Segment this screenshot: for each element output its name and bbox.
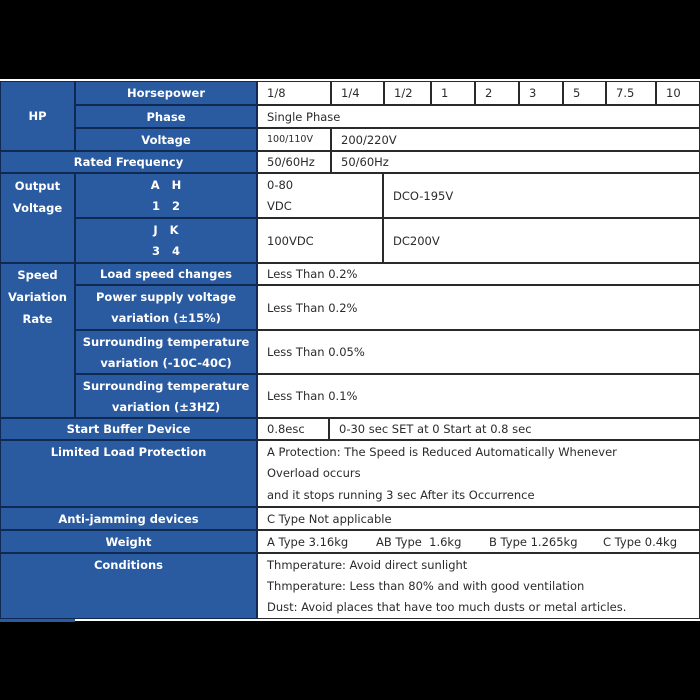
output-jk-line2: 3 4	[151, 244, 180, 259]
surrounding-temp-value: Less Than 0.05%	[257, 330, 700, 374]
power-supply-value: Less Than 0.2%	[257, 285, 700, 330]
surrounding-hz-label	[75, 374, 257, 418]
surrounding-temp-label-line1: Surrounding temperature	[82, 334, 250, 349]
load-speed-value: Less Than 0.2%	[257, 263, 700, 285]
output-jk-line1: J K	[153, 222, 179, 237]
hp-value-1-4: 1/4	[331, 81, 384, 105]
rated-frequency-value-1: 50/60Hz	[257, 151, 331, 173]
weight-c-type: C Type 0.4kg	[603, 534, 678, 549]
phase-label: Phase	[75, 105, 257, 128]
bottom-accent-bar	[0, 619, 75, 622]
output-ah-value-line1: 0-80	[267, 177, 294, 192]
anti-jamming-label: Anti-jamming devices	[0, 507, 257, 530]
hp-value-3: 3	[519, 81, 563, 105]
hp-value-1: 1	[431, 81, 475, 105]
limited-load-line3: and it stops running 3 sec After its Occurrence	[267, 488, 535, 503]
hp-value-10: 10	[656, 81, 700, 105]
speed-variation-line3: Rate	[22, 312, 53, 326]
limited-load-line1: A Protection: The Speed is Reduced Automatically Whenever	[267, 444, 617, 459]
voltage-value-low: 100/110V	[257, 128, 331, 151]
output-ah-value-line2: VDC	[267, 199, 292, 214]
surrounding-temp-label	[75, 330, 257, 374]
start-buffer-value-2: 0-30 sec SET at 0 Start at 0.8 sec	[329, 418, 700, 440]
hp-label-text: HP	[28, 109, 47, 123]
power-supply-label	[75, 285, 257, 330]
conditions-line2: Thmperature: Less than 80% and with good ventilation	[267, 578, 585, 593]
rated-frequency-label: Rated Frequency	[0, 151, 257, 173]
weight-label: Weight	[0, 530, 257, 553]
conditions-line1: Thmperature: Avoid direct sunlight	[267, 557, 468, 572]
output-jk-value-right: DC200V	[383, 218, 700, 263]
limited-load-label: Limited Load Protection	[0, 440, 257, 507]
output-ah-line2: 1 2	[151, 199, 180, 214]
hp-value-7-5: 7.5	[606, 81, 656, 105]
output-jk-value-left: 100VDC	[257, 218, 383, 263]
power-supply-label-line2: variation (±15%)	[111, 311, 221, 326]
anti-jamming-value: C Type Not applicable	[257, 507, 700, 530]
start-buffer-label: Start Buffer Device	[0, 418, 257, 440]
surrounding-hz-value: Less Than 0.1%	[257, 374, 700, 418]
output-voltage-label	[0, 173, 75, 263]
spec-table	[0, 79, 700, 621]
output-voltage-label-line2: Voltage	[12, 201, 63, 215]
power-supply-label-line1: Power supply voltage	[96, 289, 236, 304]
hp-value-2: 2	[475, 81, 519, 105]
output-ah-line1: A H	[150, 177, 182, 192]
conditions-line3: Dust: Avoid places that have too much dusts or metal articles.	[267, 600, 627, 615]
speed-variation-label	[0, 263, 75, 418]
surrounding-hz-label-line1: Surrounding temperature	[82, 378, 250, 393]
weight-a-type: A Type 3.16kg	[267, 534, 349, 549]
hp-value-1-8: 1/8	[257, 81, 331, 105]
output-ah-value-right: DCO-195V	[383, 173, 700, 218]
surrounding-temp-label-line2: variation (-10C-40C)	[100, 355, 232, 370]
speed-variation-line1: Speed	[17, 268, 58, 282]
hp-value-5: 5	[563, 81, 606, 105]
limited-load-line2: Overload occurs	[267, 466, 361, 481]
surrounding-hz-label-line2: variation (±3HZ)	[111, 399, 221, 414]
voltage-value-high: 200/220V	[331, 128, 700, 151]
phase-value: Single Phase	[257, 105, 700, 128]
weight-value	[257, 530, 700, 553]
limited-load-value	[257, 440, 700, 507]
horsepower-label: Horsepower	[75, 81, 257, 105]
weight-b-type: B Type 1.265kg	[489, 534, 578, 549]
output-voltage-label-line1: Output	[14, 179, 61, 193]
hp-group-label	[0, 81, 75, 151]
weight-ab-type: AB Type 1.6kg	[376, 534, 462, 549]
voltage-label: Voltage	[75, 128, 257, 151]
conditions-label: Conditions	[0, 553, 257, 619]
output-ah-value-left	[257, 173, 383, 218]
load-speed-label: Load speed changes	[75, 263, 257, 285]
output-ah-label	[75, 173, 257, 218]
hp-value-1-2: 1/2	[384, 81, 431, 105]
rated-frequency-value-2: 50/60Hz	[331, 151, 700, 173]
speed-variation-line2: Variation	[8, 290, 67, 304]
output-jk-label	[75, 218, 257, 263]
conditions-value	[257, 553, 700, 619]
start-buffer-value-1: 0.8esc	[257, 418, 329, 440]
